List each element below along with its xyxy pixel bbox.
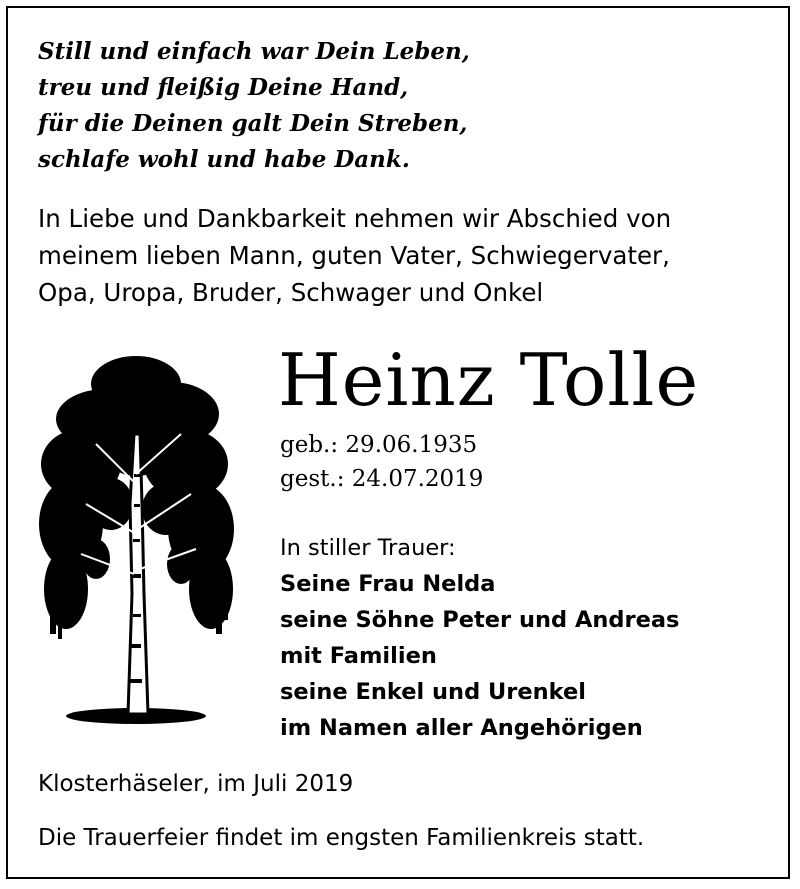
mourners-lead: In stiller Trauer: — [280, 535, 456, 561]
poem-line: treu und fleißig Deine Hand, — [38, 74, 409, 101]
poem-line: für die Deinen galt Dein Streben, — [38, 110, 468, 137]
mourners-list — [280, 530, 679, 746]
birch-tree-icon — [36, 344, 236, 729]
intro-line: In Liebe und Dankbarkeit nehmen wir Abschied von — [38, 204, 672, 233]
mourner-line: seine Söhne Peter und Andreas — [280, 607, 680, 633]
farewell-intro — [38, 200, 671, 311]
mourner-line: seine Enkel und Urenkel — [280, 679, 586, 705]
mourner-line: Seine Frau Nelda — [280, 571, 496, 597]
mourner-line: im Namen aller Angehörigen — [280, 715, 643, 741]
intro-line: meinem lieben Mann, guten Vater, Schwiegervater, — [38, 241, 670, 270]
place-date: Klosterhäseler, im Juli 2019 — [38, 771, 354, 797]
ceremony-note: Die Trauerfeier findet im engsten Familienkreis statt. — [38, 825, 645, 851]
intro-line: Opa, Uropa, Bruder, Schwager und Onkel — [38, 278, 544, 307]
death-date: gest.: 24.07.2019 — [280, 466, 484, 492]
memorial-poem — [38, 34, 470, 178]
life-dates — [280, 428, 483, 496]
birth-date: geb.: 29.06.1935 — [280, 432, 478, 458]
poem-line: schlafe wohl und habe Dank. — [38, 146, 410, 173]
poem-line: Still und einfach war Dein Leben, — [38, 38, 470, 65]
deceased-name: Heinz Tolle — [278, 338, 700, 422]
mourner-line: mit Familien — [280, 643, 437, 669]
